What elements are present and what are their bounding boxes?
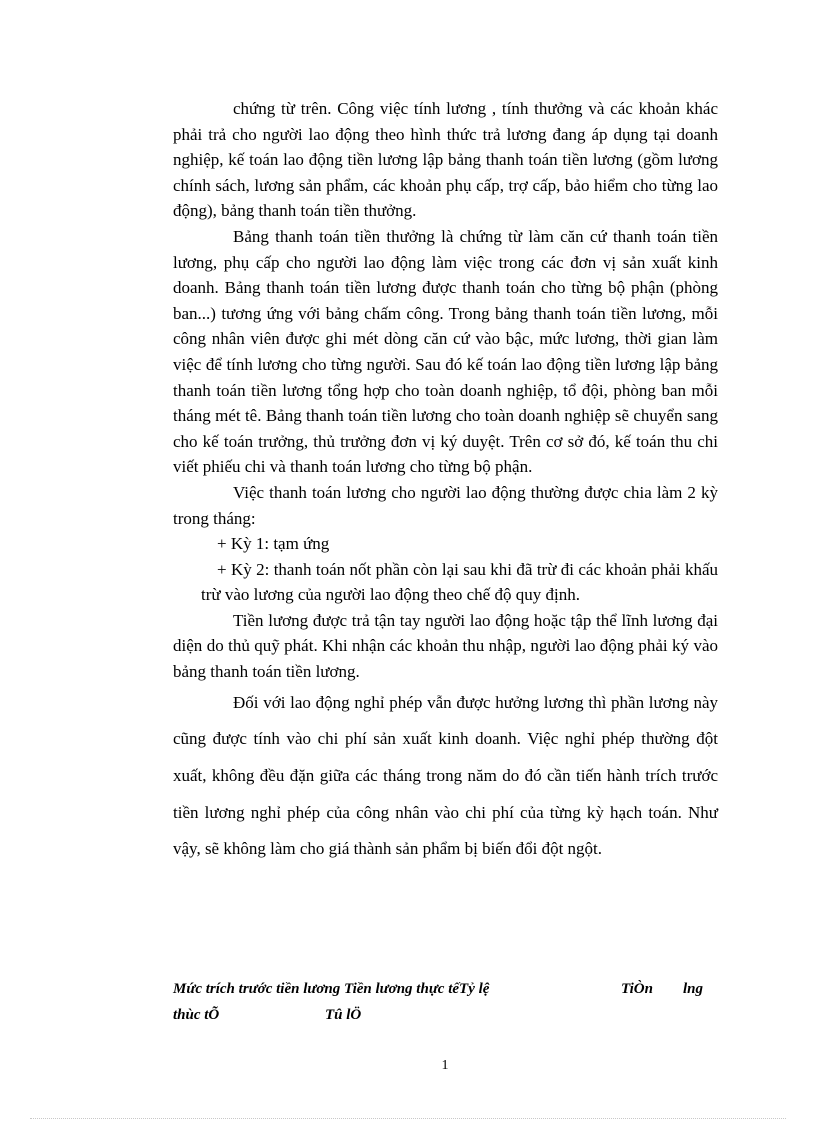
paragraph-5: Đối với lao động nghỉ phép vẫn được hưởng lương thì phần lương này cũng được tính vào chi phí sản xuất kinh doanh. Việc nghỉ phép thường đột xuất, không đều đặn giữa các tháng trong năm do đó cần tiến hành trích trước tiền lương nghỉ phép của công nhân vào chi phí của từng kỳ hạch toán. Như vậy, sẽ không làm cho giá thành sản phẩm bị biến đổi đột ngột. (173, 692, 718, 859)
formula-block (173, 976, 718, 1028)
paragraph-2: Bảng thanh toán tiền thưởng là chứng từ làm căn cứ thanh toán tiền lương, phụ cấp cho người lao động làm việc trong các đơn vị sản xuất kinh doanh. Bảng thanh toán tiền lương được thanh toán cho từng bộ phận (phòng ban...) tương ứng với bảng chấm công. Trong bảng thanh toán tiền lương, mỗi công nhân viên được ghi mét dòng căn cứ vào bậc, mức lương, thời gian làm việc để tính lương cho từng người. Sau đó kế toán lao động tiền lương lập bảng thanh toán tiền lương tổng hợp cho toàn doanh nghiệp, tổ đội, phòng ban mỗi tháng mét tê. Bảng thanh toán tiền lương cho toàn doanh nghiệp sẽ chuyển sang cho kế toán trưởng, thủ trưởng đơn vị ký duyệt. Trên cơ sở đó, kế toán thu chi viết phiếu chi và thanh toán lương cho từng bộ phận. (173, 226, 718, 477)
list-item-ky-2: + Kỳ 2: thanh toán nốt phần còn lại sau khi đã trừ đi các khoản phải khấu trừ vào lương của người lao động theo chế độ quy định. (201, 559, 718, 605)
paragraph-3: Việc thanh toán lương cho người lao động thường được chia làm 2 kỳ trong tháng: (173, 482, 718, 528)
formula-text-ty-le: Tû lÖ (325, 1007, 362, 1023)
paragraph-4: Tiền lương được trả tận tay người lao động hoặc tập thể lĩnh lương đại diện do thủ quỹ phát. Khi nhận các khoản thu nhập, người lao động phải ký vào bảng thanh toán tiền lương. (173, 610, 718, 682)
formula-line-1 (173, 976, 718, 1002)
formula-line-2 (173, 1002, 718, 1028)
paragraph-1: chứng từ trên. Công việc tính lương , tính thưởng và các khoản khác phải trả cho người lao động theo hình thức trả lương đang áp dụng tại doanh nghiệp, kế toán lao động tiền lương lập bảng thanh toán tiền lương (gồm lương chính sách, lương sản phẩm, các khoản phụ cấp, trợ cấp, bảo hiểm cho từng lao động), bảng thanh toán tiền thưởng. (173, 99, 718, 221)
formula-text-tien: TiÒn (621, 981, 653, 997)
formula-text-main: Mức trích trước tiền lương Tiền lương thực tếTỷ lệ (173, 981, 490, 997)
formula-text-luong: lng (683, 981, 704, 997)
page-bottom-border (30, 1118, 786, 1119)
page-number: 1 (441, 1058, 449, 1073)
list-item-ky-1: + Kỳ 1: tạm ứng (217, 534, 330, 554)
formula-text-thuc-te: thùc tÕ (173, 1007, 220, 1023)
document-body (173, 96, 718, 868)
